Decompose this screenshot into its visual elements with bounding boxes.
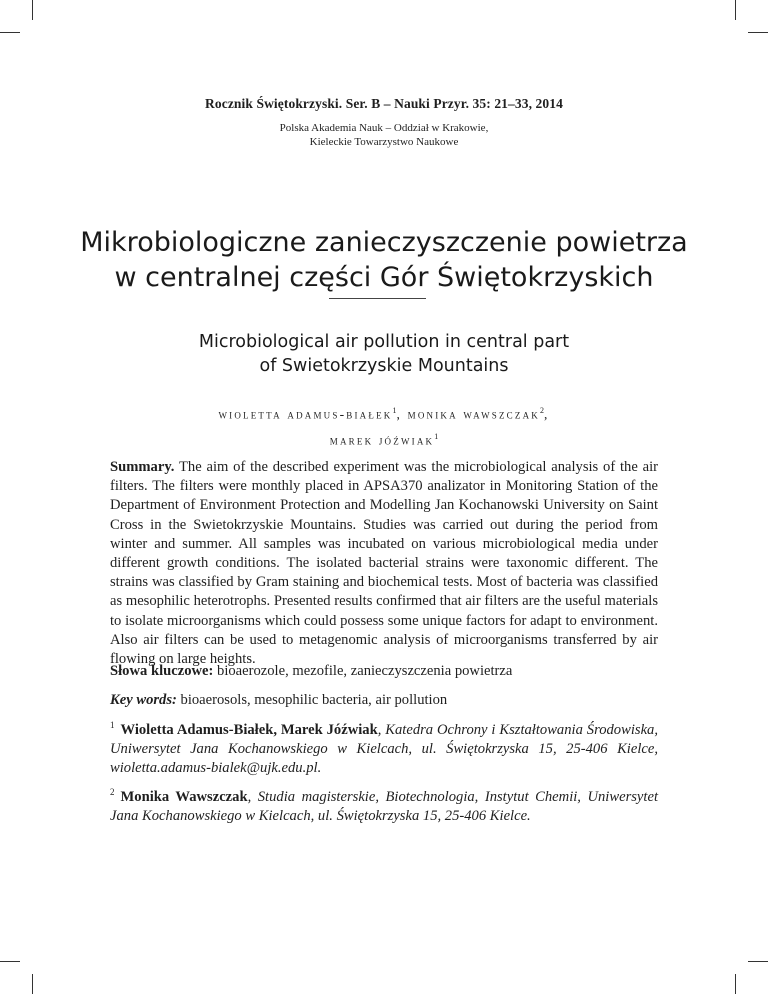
crop-mark — [32, 0, 33, 20]
author-list — [0, 400, 768, 451]
author-name: wioletta adamus-białek — [218, 406, 393, 422]
publisher-info — [0, 121, 768, 149]
keywords-english-label: Key words: — [110, 692, 177, 708]
title-polish — [0, 225, 768, 295]
footnote-number: 2 — [110, 787, 115, 797]
crop-mark — [0, 32, 20, 33]
footnote-1 — [110, 716, 658, 778]
footnote-text: , Katedra Ochrony i Kształtowania Środowiska, Uniwersytet Jana Kochanowskiego w Kielcach, ul. Świętokrzyska 15, 25-406 Kielce, wioletta.adamus-bialek@ujk.edu.pl. — [110, 721, 658, 777]
publisher-line-2: Kieleckie Towarzystwo Naukowe — [309, 136, 459, 148]
title-divider — [329, 298, 426, 299]
author-name: marek jóźwiak — [329, 432, 435, 447]
crop-mark — [748, 32, 768, 33]
summary-paragraph — [110, 458, 658, 669]
summary-label: Summary. — [110, 459, 175, 475]
author-line-2 — [0, 426, 768, 452]
crop-mark — [748, 961, 768, 962]
author-line-1 — [0, 400, 768, 426]
footnote-text: , Studia magisterskie, Biotechnologia, Instytut Chemii, Uniwersytet Jana Kochanowskiego w Kielcach, ul. Świętokrzyska 15, 25-406 Kielce. — [110, 788, 658, 825]
title-polish-line-1: Mikrobiologiczne zanieczyszczenie powietrza — [80, 227, 688, 258]
crop-mark — [735, 974, 736, 994]
keywords-polish — [110, 662, 658, 681]
crop-mark — [0, 961, 20, 962]
title-polish-line-2: w centralnej części Gór Świętokrzyskich — [114, 262, 654, 293]
author-separator: , — [543, 406, 550, 422]
affiliation-marker: 1 — [392, 406, 397, 415]
author-separator: , — [396, 406, 408, 422]
journal-citation: Rocznik Świętokrzyski. Ser. B – Nauki Przyr. 35: 21–33, 2014 — [205, 96, 563, 111]
footnote-names: Monika Wawszczak — [120, 788, 248, 805]
keywords-english — [110, 691, 658, 710]
footnote-2 — [110, 783, 658, 826]
title-english-line-1: Microbiological air pollution in central part — [198, 332, 570, 352]
affiliation-marker: 2 — [539, 406, 544, 415]
keywords-english-text: bioaerosols, mesophilic bacteria, air pollution — [176, 692, 448, 708]
footnote-names: Wioletta Adamus-Białek, Marek Jóźwiak — [120, 721, 378, 738]
title-english-line-2: of Swietokrzyskie Mountains — [259, 356, 509, 376]
summary-text: The aim of the described experiment was the microbiological analysis of the air filters. The filters were monthly placed in APSA370 analizator in Monitoring Station of the Department of Environment Protection and Modelling Jan Kochanowski University on Saint Cross in the Swietokrzyskie Mountains. Studies was carried out during the period from winter and summer. All samples was incubated on various microbiological media under different growth conditions. The isolated bacterial strains were taxonomic different. The strains was classified by Gram staining and biochemical tests. Most of bacteria was classified as mesophilic heterotrophs. Presented results confirmed that air filters are the useful materials to isolate microorganisms which could possess some unique factors for adapt to environment. Also air filters can be used to metagenomic analysis of microorganisms transferred by air flowing on large heights. — [110, 459, 658, 668]
author-name: monika wawszczak — [407, 406, 540, 422]
keywords-polish-text: bioaerozole, mezofile, zanieczyszczenia powietrza — [213, 663, 513, 679]
crop-mark — [735, 0, 736, 20]
title-english — [0, 330, 768, 378]
footnote-number: 1 — [110, 720, 115, 730]
affiliation-marker: 1 — [434, 431, 439, 441]
publisher-line-1: Polska Akademia Nauk – Oddział w Krakowie, — [279, 122, 489, 134]
crop-mark — [32, 974, 33, 994]
keywords-polish-label: Słowa kluczowe: — [110, 663, 214, 679]
